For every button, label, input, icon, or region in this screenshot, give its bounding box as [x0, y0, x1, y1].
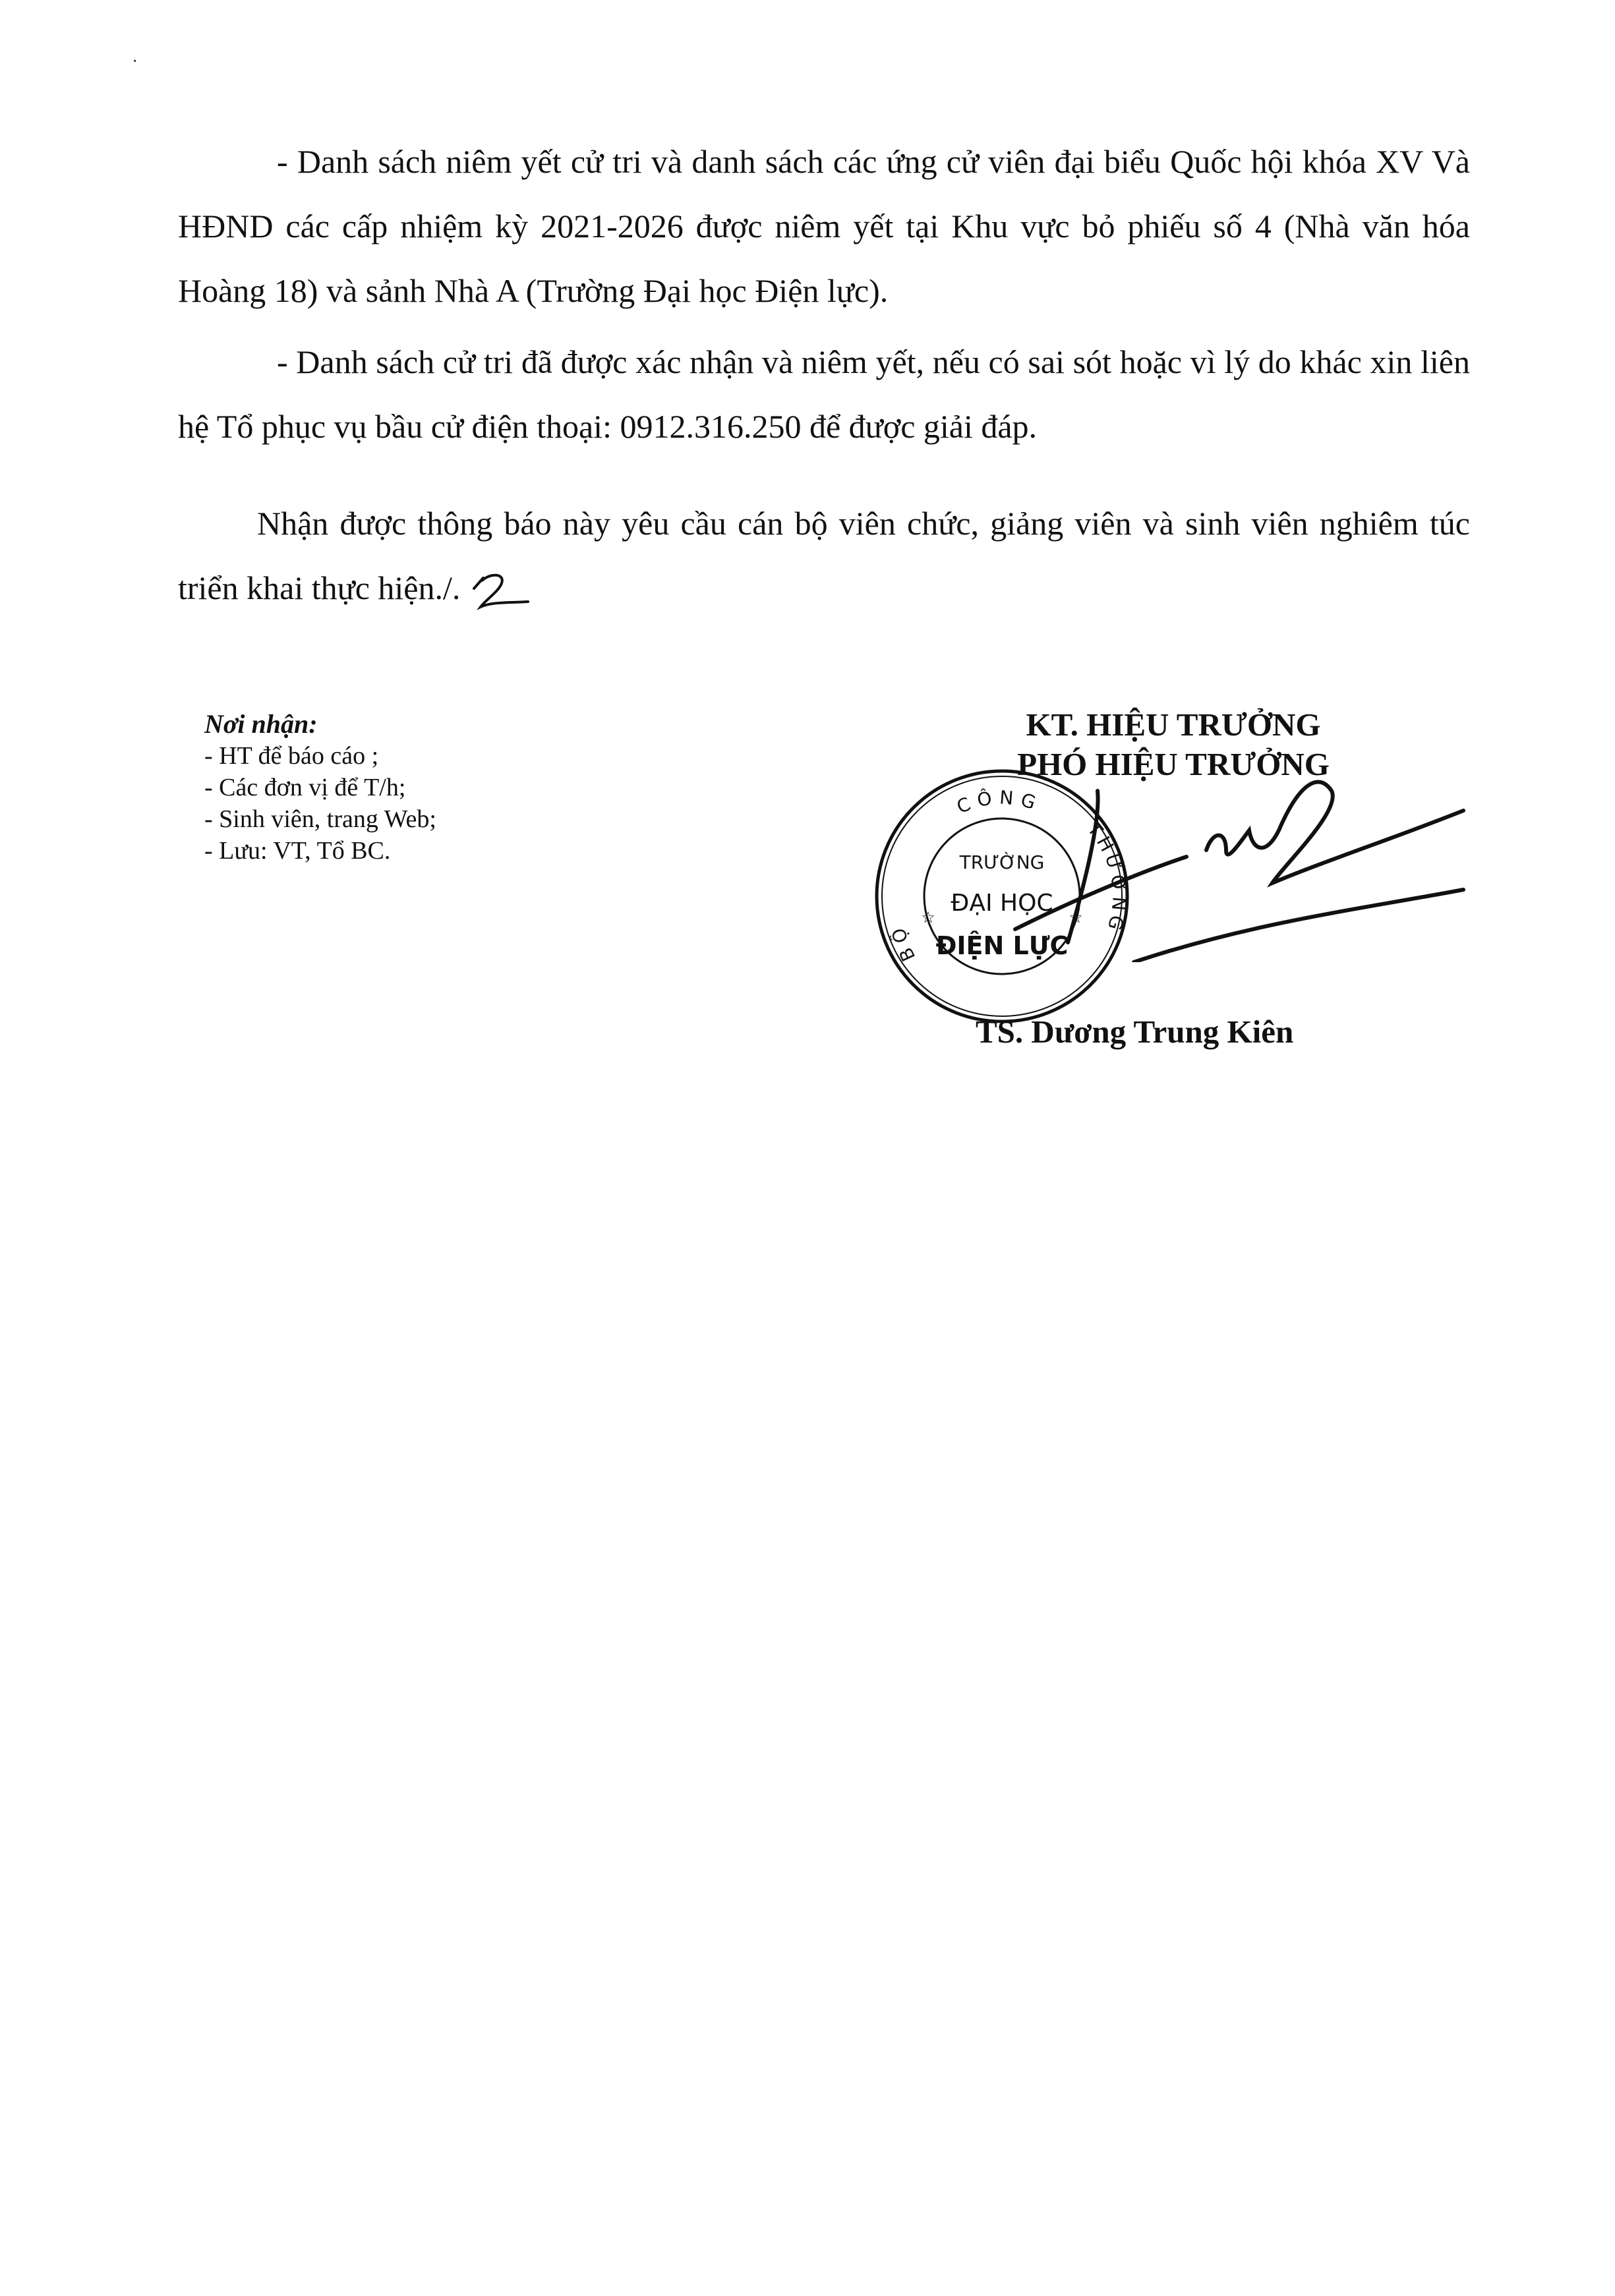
handwritten-signature-icon — [989, 764, 1490, 962]
recipients-heading: Nơi nhận: — [204, 709, 318, 739]
paragraph-2-text: - Danh sách cử tri đã được xác nhận và niêm yết, nếu có sai sót hoặc vì lý do khác xin liên hệ Tổ phục vụ bầu cử điện thoại: 0912.316.250 để được giải đáp. — [178, 343, 1470, 445]
recipient-item: - Các đơn vị để T/h; — [204, 774, 406, 801]
recipient-item: - Lưu: VT, Tổ BC. — [204, 837, 391, 865]
seal-inner-line-2: ĐẠI HỌC — [951, 890, 1053, 917]
seal-text-top: CÔNG — [953, 786, 1045, 818]
paragraph-contact-info — [178, 330, 1470, 459]
seal-text-left: BỘ — [886, 921, 920, 965]
svg-text:☆: ☆ — [1069, 908, 1083, 927]
initials-mark-icon — [469, 569, 535, 615]
paragraph-closing — [178, 491, 1470, 620]
seal-inner-line-3: ĐIỆN LỰC — [935, 931, 1069, 960]
signatory-name: TS. Dương Trung Kiên — [976, 1014, 1294, 1050]
seal-text-right: THƯƠNG — [1083, 818, 1130, 936]
recipient-item: - HT để báo cáo ; — [204, 742, 379, 770]
signature-title-2: PHÓ HIỆU TRƯỞNG — [1017, 746, 1330, 782]
recipient-item: - Sinh viên, trang Web; — [204, 805, 436, 833]
signature-title-1: KT. HIỆU TRƯỞNG — [1026, 706, 1321, 743]
paragraph-1-text: - Danh sách niêm yết cử tri và danh sách các ứng cử viên đại biểu Quốc hội khóa XV Và HĐND các cấp nhiệm kỳ 2021-2026 được niêm yết tại Khu vực bỏ phiếu số 4 (Nhà văn hóa Hoàng 18) và sảnh Nhà A (Trường Đại học Điện lực). — [178, 143, 1470, 309]
svg-text:☆: ☆ — [921, 908, 935, 927]
paragraph-voter-list-posting — [178, 129, 1470, 323]
paragraph-3-text: Nhận được thông báo này yêu cầu cán bộ viên chức, giảng viên và sinh viên nghiêm túc triển khai thực hiện./. — [178, 505, 1470, 606]
scan-speck: · — [132, 51, 138, 72]
seal-inner-line-1: TRƯỜNG — [959, 851, 1045, 873]
svg-text:BỘ — [886, 921, 920, 965]
recipients-block — [204, 708, 436, 867]
